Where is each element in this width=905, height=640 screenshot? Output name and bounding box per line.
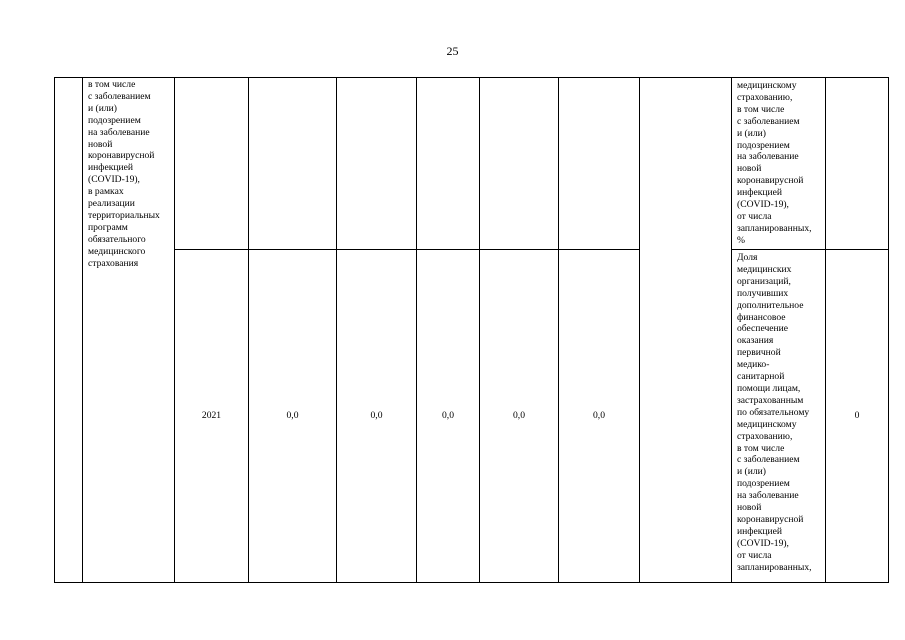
value-cell (480, 78, 559, 250)
table-row (55, 78, 889, 250)
year-cell (175, 250, 249, 583)
measure-name-cell (83, 78, 175, 583)
value-cell (337, 250, 417, 583)
value-cell (337, 78, 417, 250)
value: 0,0 (286, 410, 299, 422)
value: 0,0 (442, 410, 454, 422)
year: 2021 (201, 410, 222, 422)
value: 0,0 (593, 410, 605, 422)
value-cell (417, 78, 480, 250)
value: 0,0 (513, 410, 525, 422)
page-number: 25 (446, 44, 459, 58)
value-cell (417, 250, 480, 583)
value: 0,0 (370, 410, 383, 422)
year-cell (175, 78, 249, 250)
value-cell (559, 250, 640, 583)
number-cell (55, 78, 83, 583)
indicator-cell (732, 250, 826, 583)
target-cell (826, 250, 889, 583)
measure-name: в том числе с заболеванием и (или) подозрением на заболевание новой коронавирусной инфекцией (COVID-19), в рамках реализации территориальных программ обязательного медицинского страхования (88, 79, 160, 269)
target-value: 0 (854, 410, 860, 422)
value-cell (249, 250, 337, 583)
indicator-cell (732, 78, 826, 250)
table-row (55, 250, 889, 583)
indicator-text: медицинскому страхованию, в том числе с заболеванием и (или) подозрением на заболевание новой коронавирусной инфекцией (COVID-19), от числа запланированных, % (737, 80, 812, 246)
value-cell (249, 78, 337, 250)
target-cell (826, 78, 889, 250)
value-cell (480, 250, 559, 583)
responsible-cell (640, 78, 732, 583)
indicator-text: Доля медицинских организаций, получивших дополнительное финансовое обеспечение оказания первичной медико- санитарной помощи лицам, застрахованным по обязательному медицинскому страхованию, в том числе с заболеванием и (или) подозрением на заболевание новой коронавирусной инфекцией (COVID-19), от числа запланированных, (737, 252, 812, 573)
value-cell (559, 78, 640, 250)
program-table (54, 77, 889, 583)
